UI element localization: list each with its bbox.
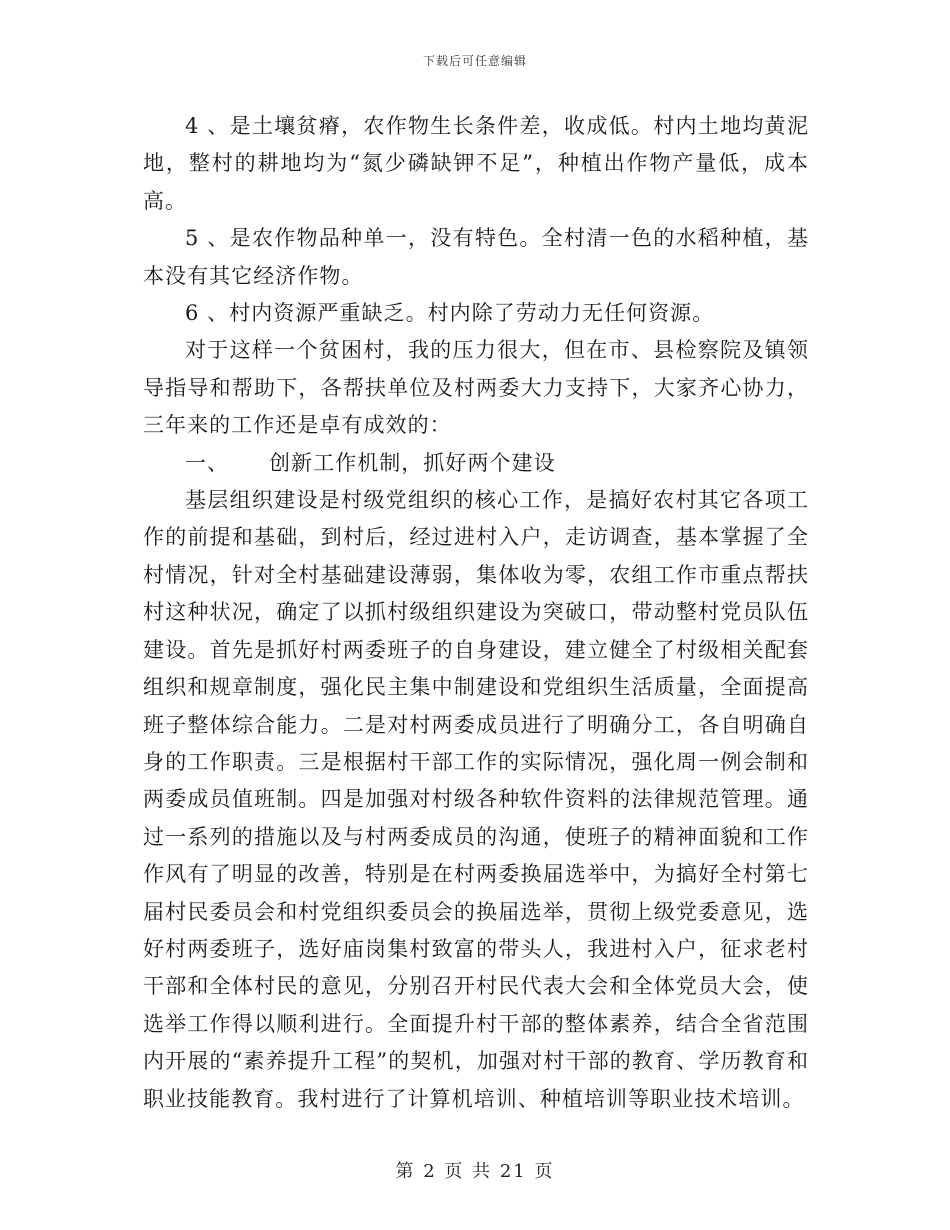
- paragraph-organization-building: 基层组织建设是村级党组织的核心工作，是搞好农村其它各项工作的前提和基础，到村后，经过进村入户，走访调查，基本掌握了全村情况，针对全村基础建设薄弱，集体收为零，农组工作市重点帮扶村这种状况，确定了以抓村级组织建设为突破口，带动整村党员队伍建设。首先是抓好村两委班子的自身建设，建立健全了村级相关配套组织和规章制度，强化民主集中制建设和党组织生活质量，全面提高班子整体综合能力。二是对村两委成员进行了明确分工，各自明确自身的工作职责。三是根据村干部工作的实际情况，强化周一例会制和两委成员值班制。四是加强对村级各种软件资料的法律规范管理。通过一系列的措施以及与村两委成员的沟通，使班子的精神面貌和工作作风有了明显的改善，特别是在村两委换届选举中，为搞好全村第七届村民委员会和村党组织委员会的换届选举，贯彻上级党委意见，选好村两委班子，选好庙岗集村致富的带头人，我进村入户，征求老村干部和全体村民的意见，分别召开村民代表大会和全体党员大会，使选举工作得以顺利进行。全面提升村干部的整体素养，结合全省范围内开展的“素养提升工程”的契机，加强对村干部的教育、学历教育和职业技能教育。我村进行了计算机培训、种植培训等职业技术培训。: [143, 488, 809, 1111]
- section-number: 一、: [185, 450, 230, 475]
- page-header-note: 下载后可任意编辑: [422, 54, 527, 68]
- section-heading: [143, 445, 809, 482]
- paragraph-item-4: 4 、是土壤贫瘠，农作物生长条件差，收成低。村内土地均黄泥地，整村的耕地均为“氮少磷缺钾不足”，种植出作物产量低，成本高。: [143, 114, 809, 213]
- paragraph-item-5: 5 、是农作物品种单一，没有特色。全村清一色的水稻种植，基本没有其它经济作物。: [143, 226, 809, 288]
- page-number-footer: 第 2 页 共 21 页: [395, 1161, 555, 1182]
- section-title: 创新工作机制，抓好两个建设: [269, 450, 556, 475]
- document-body: [143, 108, 809, 1118]
- paragraph-intro: 对于这样一个贫困村，我的压力很大，但在市、县检察院及镇领导指导和帮助下，各帮扶单位及村两委大力支持下，大家齐心协力，三年来的工作还是卓有成效的：: [143, 338, 809, 438]
- paragraph-item-6: 6 、村内资源严重缺乏。村内除了劳动力无任何资源。: [185, 301, 715, 326]
